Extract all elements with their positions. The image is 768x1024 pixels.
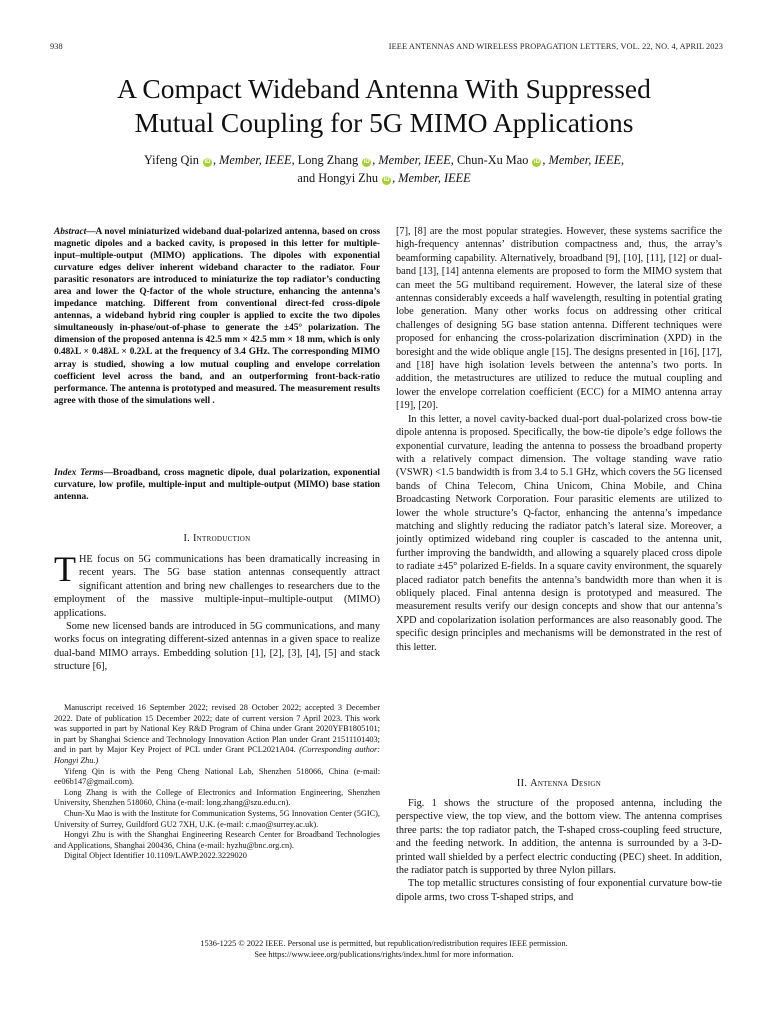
antenna-design-body [396,797,722,904]
orcid-icon[interactable]: iD [363,159,370,165]
journal-header: IEEE ANTENNAS AND WIRELESS PROPAGATION LETTERS, VOL. 22, NO. 4, APRIL 2023 [388,42,723,51]
orcid-icon[interactable]: iD [383,177,390,183]
footnote-affiliation: Hongyi Zhu is with the Shanghai Engineering Research Center for Broadband Technologies and Applications, Shanghai 200436, China (e-mail: hyzhu@bnc.org.cn). [54,830,380,850]
index-terms [54,467,380,503]
section-heading-introduction [54,533,380,544]
author-line-2: and Hongyi Zhu iD , Member, IEEE [297,171,471,185]
orcid-icon[interactable]: iD [204,159,211,165]
author-name: Long Zhang [297,153,359,167]
footnote-affiliation: Chun-Xu Mao is with the Institute for Communication Systems, 5G Innovation Center (5GIC), University of Surrey, Guildford GU2 7XH, U.K. (e-mail: c.mao@surrey.ac.uk). [54,808,380,829]
author-list [40,151,728,187]
author-membership: Member, IEEE [378,153,451,167]
author-membership: Member, IEEE [219,153,292,167]
author-name: Chun-Xu Mao [456,153,529,167]
footnote [54,703,380,862]
index-terms-lead: Index Terms [54,468,104,478]
author-membership: Member, IEEE [548,153,621,167]
orcid-icon[interactable]: iD [533,159,540,165]
copyright-footer [40,938,728,960]
intro-paragraph-1-text: HE focus on 5G communications has been dramatically increasing in recent years. The 5G base station antennas consequently attract significant attention and bring new challenges to researchers due to the employment of the massive multiple-input–multiple-output (MIMO) applications. [54,554,380,619]
paper-title [40,72,728,140]
design-paragraph-2: The top metallic structures consisting of four exponential curvature bow-tie dipole arms, two cross T-shaped strips, and [396,878,722,903]
page-number: 938 [50,42,63,51]
section-title: Antenna Design [530,778,602,789]
abstract-lead: Abstract [54,227,87,237]
footnote-manuscript [54,703,380,767]
intro-paragraph-2: Some new licensed bands are introduced in 5G communications, and many works focus on integrating different-sized antennas in a given space to realize dual-band MIMO arrays. Embedding solution [1], [2], [3], [4], [5] and stack structure [6], [54,621,380,673]
author-line-1: Yifeng Qin iD , Member, IEEE, Long Zhang iD , Member, IEEE, Chun-Xu Mao iD , Member, IEEE, [143,153,625,167]
right-column-text [396,225,722,654]
author-membership: Member, IEEE [398,171,471,185]
footnote-doi: Digital Object Identifier 10.1109/LAWP.2022.3229020 [64,851,247,861]
introduction-body [54,549,380,674]
drop-cap: T [54,549,76,589]
design-paragraph-1: Fig. 1 shows the structure of the proposed antenna, including the perspective view, the top view, and the bottom view. The antenna comprises three parts: the top radiator patch, the T-shaped cross-coupling feed structure, and the feeding network. In addition, the antenna is surrounded by a 3-D-printed wall shielded by a perfect electric conducting (PEC) sheet. In addition, the radiator patch is supported by three Nylon pillars. [396,798,722,877]
rights-link[interactable]: See https://www.ieee.org/publications/rights/index.html for more information. [254,950,514,959]
section-number: II. [516,778,528,789]
abstract-text: —A novel miniaturized wideband dual-polarized antenna, based on cross magnetic dipoles and a backed cavity, is proposed in this letter for multiple-input–multiple-output (MIMO) applications. The dipoles with exponential curvature edges deliver inherent wideband character to the radiator. Four parasitic resonators are introduced to miniaturize the top radiator’s conducting area and lower the Q-factor of the whole structure, enhancing the antenna’s impedance matching. Different from conventional direct-fed cross-dipole antennas, a wideband hybrid ring coupler is applied to excite the two dipoles simultaneously in-phase/out-of-phase to generate the ±45° polarization. The dimension of the proposed antenna is 42.5 mm × 42.5 mm × 18 mm, which is only 0.48λL × 0.48λL × 0.2λL at the frequency of 3.4 GHz. The corresponding MIMO array is studied, showing a low mutual coupling and envelope correlation coefficient level across the band, and an outperforming front-back-ratio performance. The antenna is prototyped and measured. The measurement results agree with those of the simulations well . [54,227,380,406]
intro-paragraph-1 [54,549,380,620]
right-paragraph-2: In this letter, a novel cavity-backed dual-port dual-polarized cross bow-tie dipole antenna is proposed. Specifically, the bow-tie dipole’s edge follows the exponential curvature, leading the antenna to possess the broadband property with a relatively compact dimension. The voltage standing wave ratio (VSWR) <1.5 bandwidth is from 3.4 to 5.1 GHz, which covers the 5G licensed bands of China Telecom, China Unicom, China Mobile, and China Broadcasting Network Corporation. Four parasitic elements are utilized to lower the whole structure’s Q-factor, enhancing the antenna’s impedance matching and slightly reducing the radiator patch’s lateral size. Moreover, a jointly optimized wideband ring coupler is cascaded to the antenna unit, further improving the bandwidth, and allowing a squarely placed cross dipole to radiate ±45° polarized E-fields. In a square cavity environment, the squarely placed radiator patch benefits the antenna’s bandwidth more than when it is obliquely placed. Final antenna design is prototyped and measured. The measurement results verify our design concepts and show that our antenna’s XPD and copolarization isolation performances are also reasonably good. The specific design principles and mechanisms will be demonstrated in the rest of this letter. [396,413,722,653]
title-line-2: Mutual Coupling for 5G MIMO Applications [134,107,634,138]
footnote-affiliation: Long Zhang is with the College of Electronics and Information Engineering, Shenzhen University, Shenzhen 518060, China (e-mail: long.zhang@szu.edu.cn). [54,787,380,808]
footnote-manuscript-text: Manuscript received 16 September 2022; revised 28 October 2022; accepted 3 December 2022. Date of publication 15 December 2022; date of current version 7 April 2023. This work was supported in part by National Key R&D Program of China under Grant 2020YFB1805101; in part by Shanghai Science and Technology Innovation Action Plan under Grant 21511101403; and in part by Major Key Project of PCL under Grant PCL2021A04. [54,703,380,755]
corresponding-author: (Corresponding author: Hongyi Zhu.) [54,745,380,765]
index-terms-text: —Broadband, cross magnetic dipole, dual polarization, exponential curvature, low profile, multiple-input and multiple-output (MIMO) base station antenna. [54,468,380,503]
author-name: Hongyi Zhu [318,171,378,185]
abstract [54,226,380,407]
section-heading-antenna-design [396,778,722,789]
footnote-affiliation: Yifeng Qin is with the Peng Cheng National Lab, Shenzhen 518066, China (e-mail: ee06b147@gmail.com). [54,766,380,787]
copyright-line: 1536-1225 © 2022 IEEE. Personal use is permitted, but republication/redistribution requires IEEE permission. [200,939,568,948]
title-line-1: A Compact Wideband Antenna With Suppressed [117,73,651,104]
right-paragraph-1: [7], [8] are the most popular strategies. However, these systems sacrifice the high-frequency antennas’ distribution compactness and, thus, the array’s beamforming capability. Alternatively, broadband [9], [10], [11], [12] or dual-band [13], [14] antenna elements are proposed to form the MIMO system that can meet the 5G multiband requirement. However, the lateral size of these antennas considerably exceeds a half wavelength, resulting in potential grating lobe generation. Many other works focus on addressing other critical challenges of designing 5G base station antenna. Different techniques were proposed for enhancing the cross-polarization discrimination (XPD) in the boresight and the wide oblique angle [15]. The designs presented in [16], [17], and [18] have high isolation levels between the antenna’s two ports. In addition, the metastructures are utilized to reduce the mutual coupling and lower the envelope correlation coefficient (ECC) for a MIMO antenna array [19], [20]. [396,226,722,412]
author-conjunction: and [297,171,316,185]
section-number: I. [183,533,191,544]
section-title: Introduction [192,533,251,544]
author-name: Yifeng Qin [143,153,199,167]
